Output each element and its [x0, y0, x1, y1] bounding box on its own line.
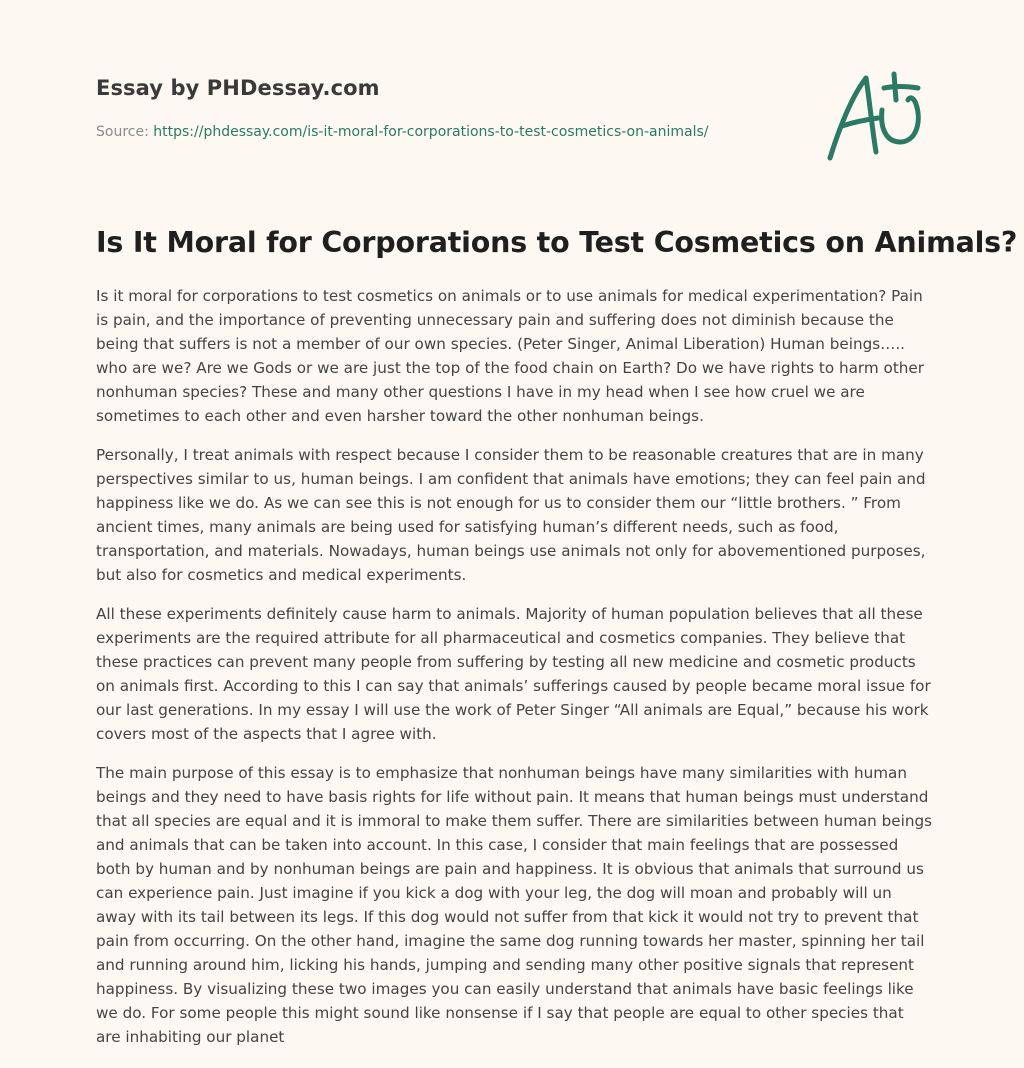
source-line [96, 124, 709, 140]
paragraph: Personally, I treat animals with respect because I consider them to be reasonable creatures that are in many perspectives similar to us, human beings. I am confident that animals have emotions; they can feel pain and happiness like we do. As we can see this is not enough for us to consider them our “little brothers. ” From ancient times, many animals are being used for satisfying human’s different needs, such as food, transportation, and materials. Nowadays, human beings use animals not only for abovementioned purposes, but also for cosmetics and medical experiments. [96, 446, 926, 584]
article-body [96, 284, 932, 1064]
paragraph: Is it moral for corporations to test cosmetics on animals or to use animals for medical experimentation? Pain is pain, and the importance of preventing unnecessary pain and suffering does not diminish because the being that suffers is not a member of our own species. (Peter Singer, Animal Liberation) Human beings….. who are we? Are we Gods or we are just the top of the food chain on Earth? Do we have rights to harm other nonhuman species? These and many other questions I have in my head when I see how cruel we are sometimes to each other and even harsher toward the other nonhuman beings. [96, 287, 924, 425]
page-title: Is It Moral for Corporations to Test Cosmetics on Animals? [96, 226, 1018, 259]
paragraph: All these experiments definitely cause harm to animals. Majority of human population believes that all these experiments are the required attribute for all pharmaceutical and cosmetics companies. They believe that these practices can prevent many people from suffering by testing all new medicine and cosmetic products on animals first. According to this I can say that animals’ sufferings caused by people became moral issue for our last generations. In my essay I will use the work of Peter Singer “All animals are Equal,” because his work covers most of the aspects that I agree with. [96, 605, 931, 743]
paragraph: The main purpose of this essay is to emphasize that nonhuman beings have many similarities with human beings and they need to have basis rights for life without pain. It means that human beings must understand that all species are equal and it is immoral to make them suffer. There are similarities between human beings and animals that can be taken into account. In this case, I consider that main feelings that are possessed both by human and by nonhuman beings are pain and happiness. It is obvious that animals that surround us can experience pain. Just imagine if you kick a dog with your leg, the dog will moan and probably will un away with its tail between its legs. If this dog would not suffer from that kick it would not try to prevent that pain from occurring. On the other hand, imagine the same dog running towards her master, spinning her tail and running around him, licking his hands, jumping and sending many other positive signals that represent happiness. By visualizing these two images you can easily understand that animals have basic feelings like we do. For some people this might sound like nonsense if I say that people are equal to other species that are inhabiting our planet [96, 764, 933, 1046]
site-brand: Essay by PHDessay.com [96, 76, 380, 100]
a-plus-logo-icon [820, 66, 928, 166]
source-label: Source: [96, 124, 154, 140]
source-link[interactable]: https://phdessay.com/is-it-moral-for-corporations-to-test-cosmetics-on-animals/ [153, 124, 709, 140]
